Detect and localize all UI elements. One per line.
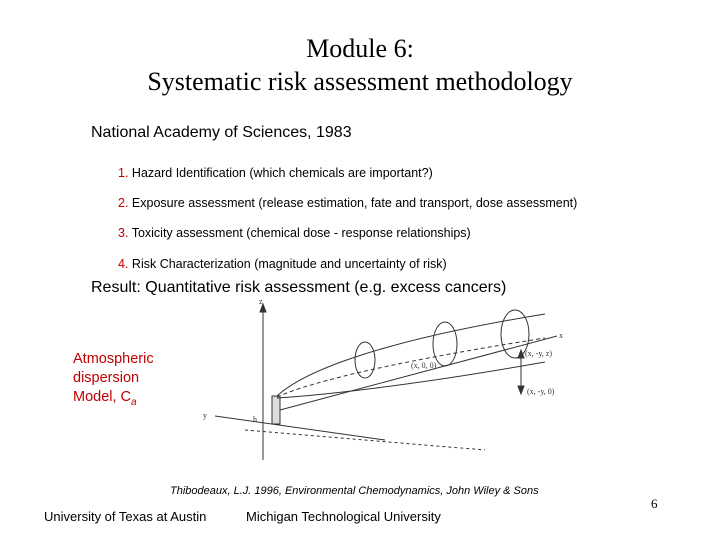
- step-1: [118, 166, 433, 180]
- step-4: [118, 257, 447, 271]
- model-text: Model, C: [73, 389, 132, 405]
- dispersion-label-line-3: [73, 388, 154, 412]
- step-number: 2.: [118, 196, 129, 210]
- page-number: 6: [651, 496, 658, 511]
- dispersion-label-line-1: Atmospheric: [73, 351, 154, 367]
- step-text: Hazard Identification (which chemicals are important?): [131, 166, 433, 180]
- label-point-1: (x, -y, z): [525, 349, 553, 358]
- step-number: 4.: [118, 257, 129, 271]
- plume-section-2: [433, 322, 457, 366]
- x-axis: [280, 336, 557, 410]
- dispersion-label: [73, 350, 154, 412]
- title-line-2: Systematic risk assessment methodology: [147, 67, 573, 96]
- slide-title: [0, 32, 720, 98]
- footer-middle: Michigan Technological University: [246, 509, 441, 524]
- step-number: 1.: [118, 166, 129, 180]
- dispersion-label-line-2: dispersion: [73, 370, 140, 386]
- step-text: Toxicity assessment (chemical dose - response relationships): [131, 226, 471, 240]
- stack: [272, 396, 280, 424]
- label-h: h: [253, 415, 257, 424]
- citation: Thibodeaux, L.J. 1996, Environmental Chemodynamics, John Wiley & Sons: [170, 485, 539, 497]
- label-point-3: (x, -y, 0): [527, 387, 555, 396]
- label-z: z: [259, 300, 263, 306]
- label-x: x: [559, 331, 563, 340]
- label-y: y: [203, 411, 207, 420]
- ground-line: [245, 430, 485, 450]
- model-subscript: a: [131, 396, 137, 408]
- plume-section-1: [355, 342, 375, 378]
- y-axis: [215, 416, 385, 440]
- step-text: Exposure assessment (release estimation, fate and transport, dose assessment): [131, 196, 578, 210]
- title-line-1: Module 6:: [306, 34, 414, 63]
- receptor-arrow-bottom: [518, 386, 524, 394]
- footer-left: University of Texas at Austin: [44, 509, 207, 524]
- step-text: Risk Characterization (magnitude and uncertainty of risk): [131, 257, 447, 271]
- step-number: 3.: [118, 226, 129, 240]
- step-2: [118, 196, 577, 210]
- label-point-2: (x, 0, 0): [411, 361, 437, 370]
- subheading: National Academy of Sciences, 1983: [91, 124, 352, 141]
- result-line: Result: Quantitative risk assessment (e.g. excess cancers): [91, 279, 507, 296]
- plume-dispersion-diagram: [185, 300, 605, 472]
- step-3: [118, 226, 471, 240]
